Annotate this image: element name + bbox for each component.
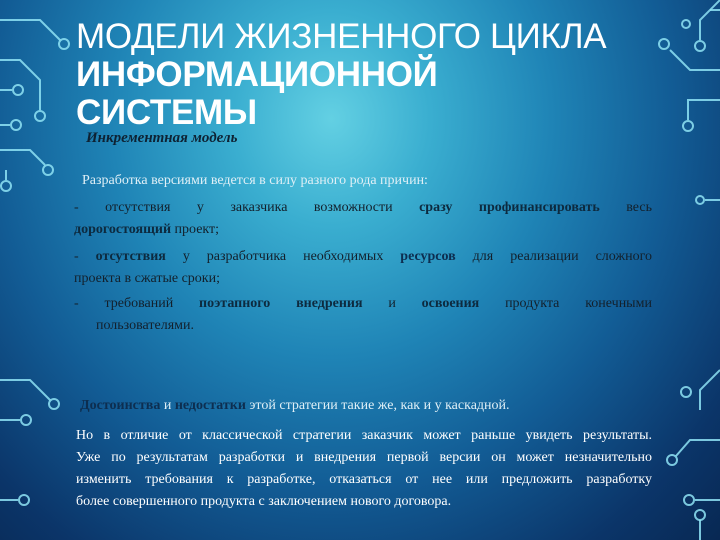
bullet-3-word: и [388, 296, 396, 311]
bullet-1-line-2 [74, 219, 652, 241]
advantages-highlight: недостатки [174, 398, 246, 413]
bullet-3-line-1 [74, 293, 652, 315]
bullet-1-word-highlight: профинансировать [478, 200, 600, 215]
bullet-3-word-highlight: поэтапного [199, 296, 271, 311]
intro-text: Разработка версиями ведется в силу разного рода причин: [82, 173, 428, 188]
bullet-2-line-1 [74, 246, 652, 268]
bullet-1-word: весь [626, 200, 652, 215]
paragraph-line: более совершенного продукта с заключением нового договора. [76, 494, 452, 509]
bullet-2-line-2: проекта в сжатые сроки; [74, 271, 220, 286]
bullet-3-word-highlight: внедрения [296, 296, 363, 311]
bullet-3-word: конечными [585, 296, 652, 311]
bullet-3-word-highlight: освоения [421, 296, 480, 311]
advantages-text [80, 395, 510, 417]
bullet-2-highlight: ресурсов [400, 249, 456, 264]
bullet-3-word: требований [104, 296, 174, 311]
bullet-1-word: у [196, 200, 204, 215]
conclusion-paragraph [76, 425, 652, 513]
bullet-1-word: заказчика [230, 200, 288, 215]
bullet-1-word: возможности [313, 200, 393, 215]
bullet-3 [74, 293, 652, 337]
paragraph-line: Уже по результатам разработки и внедрения первой версии он может незначительно [76, 450, 652, 465]
slide-title [76, 18, 676, 132]
bullet-2-dash: - [74, 249, 96, 264]
bullet-1-text: проект; [171, 222, 220, 237]
bullet-1-dash: - [74, 200, 79, 215]
bullet-1 [74, 197, 652, 241]
advantages-text-part: этой стратегии такие же, как и у каскадной. [245, 398, 510, 413]
advantages-highlight: Достоинства [80, 398, 161, 413]
title-line-1: МОДЕЛИ ЖИЗНЕННОГО ЦИКЛА [76, 17, 607, 56]
title-line-2: ИНФОРМАЦИОННОЙ [76, 55, 438, 94]
paragraph-line: Но в отличие от классической стратегии заказчик может раньше увидеть результаты. [76, 428, 652, 443]
bullet-3-line-2: пользователями. [96, 318, 195, 333]
bullet-1-word-highlight: сразу [419, 200, 453, 215]
bullet-2 [74, 246, 652, 290]
slide-subtitle: Инкрементная модель [86, 130, 238, 146]
bullet-1-word: отсутствия [105, 200, 171, 215]
bullet-3-word: продукта [505, 296, 560, 311]
bullet-2-text: для реализации сложного [455, 249, 652, 264]
advantages-text-part: и [160, 398, 175, 413]
paragraph-line: изменить требования к разработке, отказаться от нее или предложить разработку [76, 472, 652, 487]
bullet-1-highlight: дорогостоящий [74, 222, 172, 237]
bullet-1-line-1 [74, 197, 652, 219]
bullet-3-dash: - [74, 296, 79, 311]
bullet-2-highlight: отсутствия [95, 249, 166, 264]
bullet-2-text: у разработчика необходимых [165, 249, 401, 264]
title-line-3: СИСТЕМЫ [76, 93, 257, 132]
